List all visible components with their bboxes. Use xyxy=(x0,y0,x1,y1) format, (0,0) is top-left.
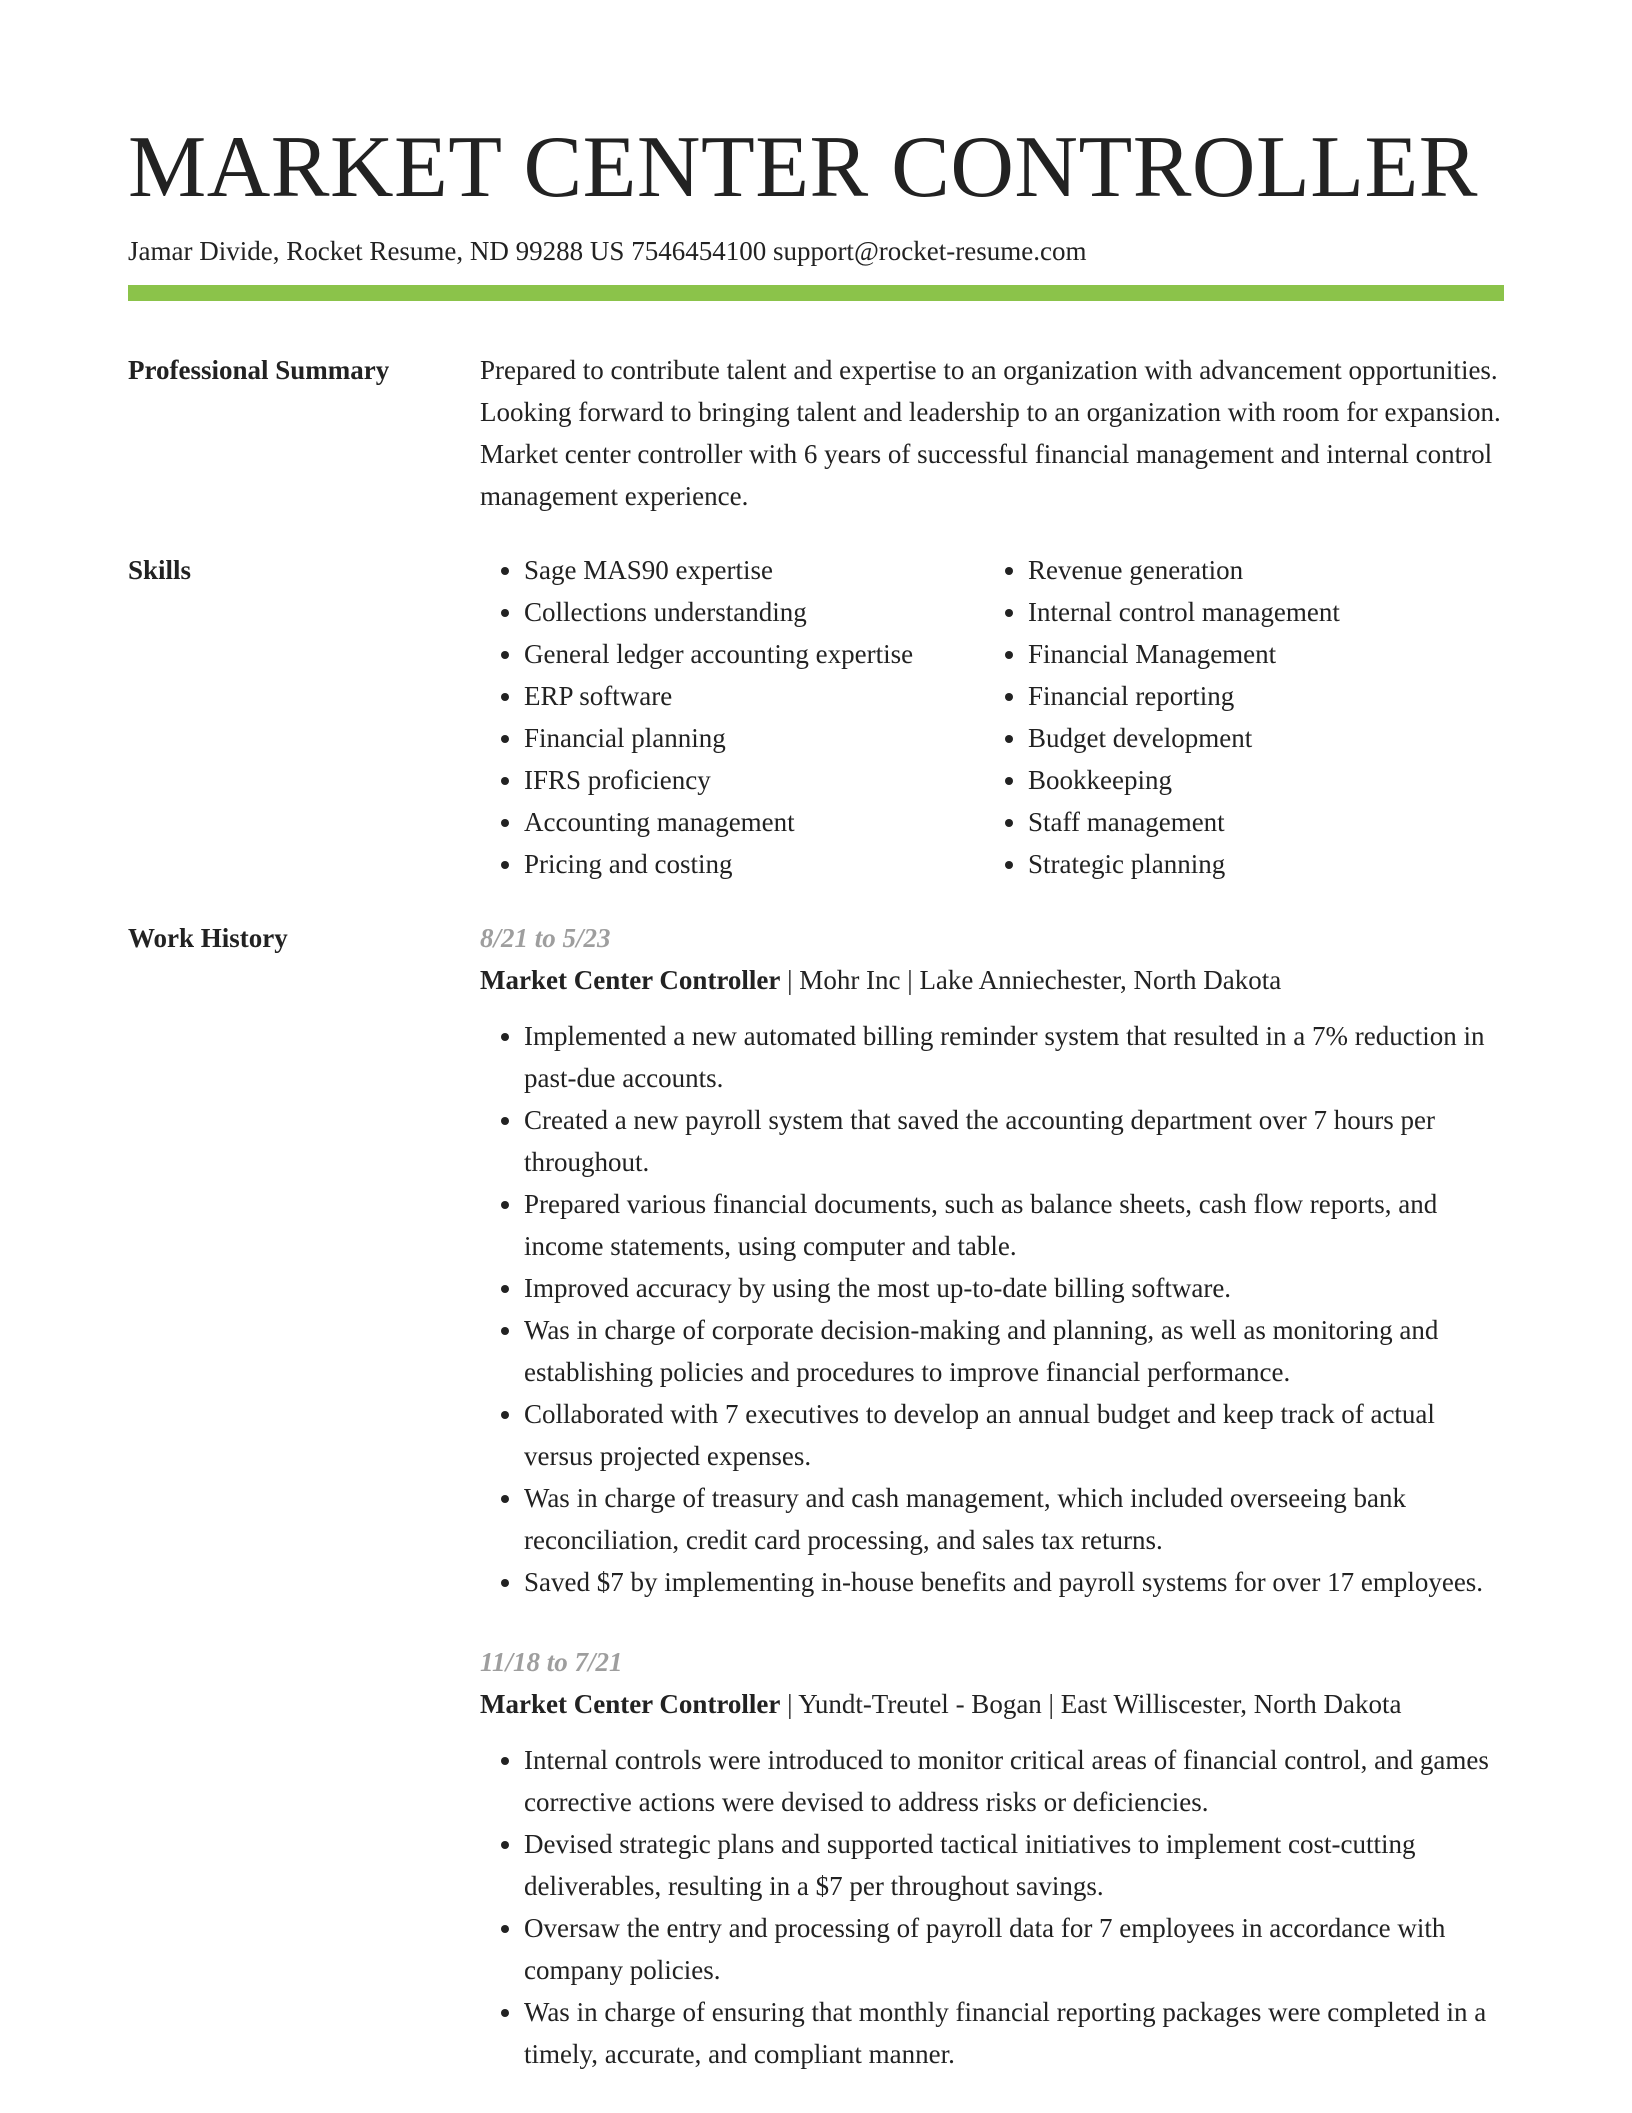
job-bullet: • Was in charge of ensuring that monthly financial reporting packages were completed in a timely, accurate, and compliant manner. xyxy=(524,1991,1504,2075)
summary-heading: Professional Summary xyxy=(128,355,390,385)
skill-item: • Collections understanding xyxy=(524,591,984,633)
work-history-section xyxy=(128,917,1504,2113)
job-bullet: • Prepared various financial documents, such as balance sheets, cash flow reports, and income statements, using computer and table. xyxy=(524,1183,1504,1267)
skill-item: • Financial reporting xyxy=(1028,675,1504,717)
skill-item: • Internal control management xyxy=(1028,591,1504,633)
skills-columns xyxy=(480,549,1504,885)
job-bullet: • Saved $7 by implementing in-house benefits and payroll systems for over 17 employees. xyxy=(524,1561,1504,1603)
job-title-line xyxy=(480,1683,1504,1725)
skills-column-2 xyxy=(984,549,1504,885)
contact-line xyxy=(128,234,1504,268)
job-bullet: • Internal controls were introduced to monitor critical areas of financial control, and games corrective actions were devised to address risks or deficiencies. xyxy=(524,1739,1504,1823)
job-company-location: | Mohr Inc | Lake Anniechester, North Dakota xyxy=(780,965,1282,995)
contact-address: Jamar Divide, Rocket Resume, ND 99288 US xyxy=(128,236,625,266)
contact-phone: 7546454100 xyxy=(631,236,767,266)
skill-item: • General ledger accounting expertise xyxy=(524,633,984,675)
job-bullets xyxy=(480,1015,1504,1603)
job-bullet: • Devised strategic plans and supported tactical initiatives to implement cost-cutting deliverables, resulting in a $7 per throughout savings. xyxy=(524,1823,1504,1907)
skills-heading: Skills xyxy=(128,555,192,585)
job-dates: 8/21 to 5/23 xyxy=(480,923,611,953)
accent-divider xyxy=(128,285,1504,301)
job-bullets xyxy=(480,1739,1504,2075)
job-title-line xyxy=(480,959,1504,1001)
job-dates: 11/18 to 7/21 xyxy=(480,1647,623,1677)
skill-item: • Revenue generation xyxy=(1028,549,1504,591)
job-title: Market Center Controller xyxy=(480,1689,781,1719)
resume-title: MARKET CENTER CONTROLLER xyxy=(128,119,1478,216)
skill-item: • Staff management xyxy=(1028,801,1504,843)
skill-item: • Sage MAS90 expertise xyxy=(524,549,984,591)
skills-section xyxy=(128,549,1504,885)
skill-item: • Strategic planning xyxy=(1028,843,1504,885)
job-bullet: • Improved accuracy by using the most up-to-date billing software. xyxy=(524,1267,1504,1309)
job-title: Market Center Controller xyxy=(480,965,781,995)
job-bullet: • Collaborated with 7 executives to develop an annual budget and keep track of actual versus projected expenses. xyxy=(524,1393,1504,1477)
job-bullet: • Oversaw the entry and processing of payroll data for 7 employees in accordance with company policies. xyxy=(524,1907,1504,1991)
skill-item: • Bookkeeping xyxy=(1028,759,1504,801)
job-bullet: • Was in charge of corporate decision-making and planning, as well as monitoring and establishing policies and procedures to improve financial performance. xyxy=(524,1309,1504,1393)
work-history-heading: Work History xyxy=(128,923,288,953)
job-company-location: | Yundt-Treutel - Bogan | East Williscester, North Dakota xyxy=(780,1689,1402,1719)
skill-item: • IFRS proficiency xyxy=(524,759,984,801)
summary-section xyxy=(128,349,1504,517)
skill-item: • Accounting management xyxy=(524,801,984,843)
skill-item: • Budget development xyxy=(1028,717,1504,759)
job-bullet: • Created a new payroll system that saved the accounting department over 7 hours per throughout. xyxy=(524,1099,1504,1183)
resume-page xyxy=(128,118,1504,2113)
skill-item: • ERP software xyxy=(524,675,984,717)
contact-email: support@rocket-resume.com xyxy=(772,236,1087,266)
skill-item: • Financial planning xyxy=(524,717,984,759)
job-bullet: • Was in charge of treasury and cash management, which included overseeing bank reconciliation, credit card processing, and sales tax returns. xyxy=(524,1477,1504,1561)
summary-text: Prepared to contribute talent and expertise to an organization with advancement opportunities. Looking forward to bringing talent and leadership to an organization with room for expansion. Market center controller with 6 years of successful financial management and internal control management experience. xyxy=(480,355,1501,511)
job-entry xyxy=(480,917,1504,1603)
skills-column-1 xyxy=(480,549,984,885)
job-bullet: • Implemented a new automated billing reminder system that resulted in a 7% reduction in past-due accounts. xyxy=(524,1015,1504,1099)
skill-item: • Pricing and costing xyxy=(524,843,984,885)
skill-item: • Financial Management xyxy=(1028,633,1504,675)
job-entry xyxy=(480,1641,1504,2075)
